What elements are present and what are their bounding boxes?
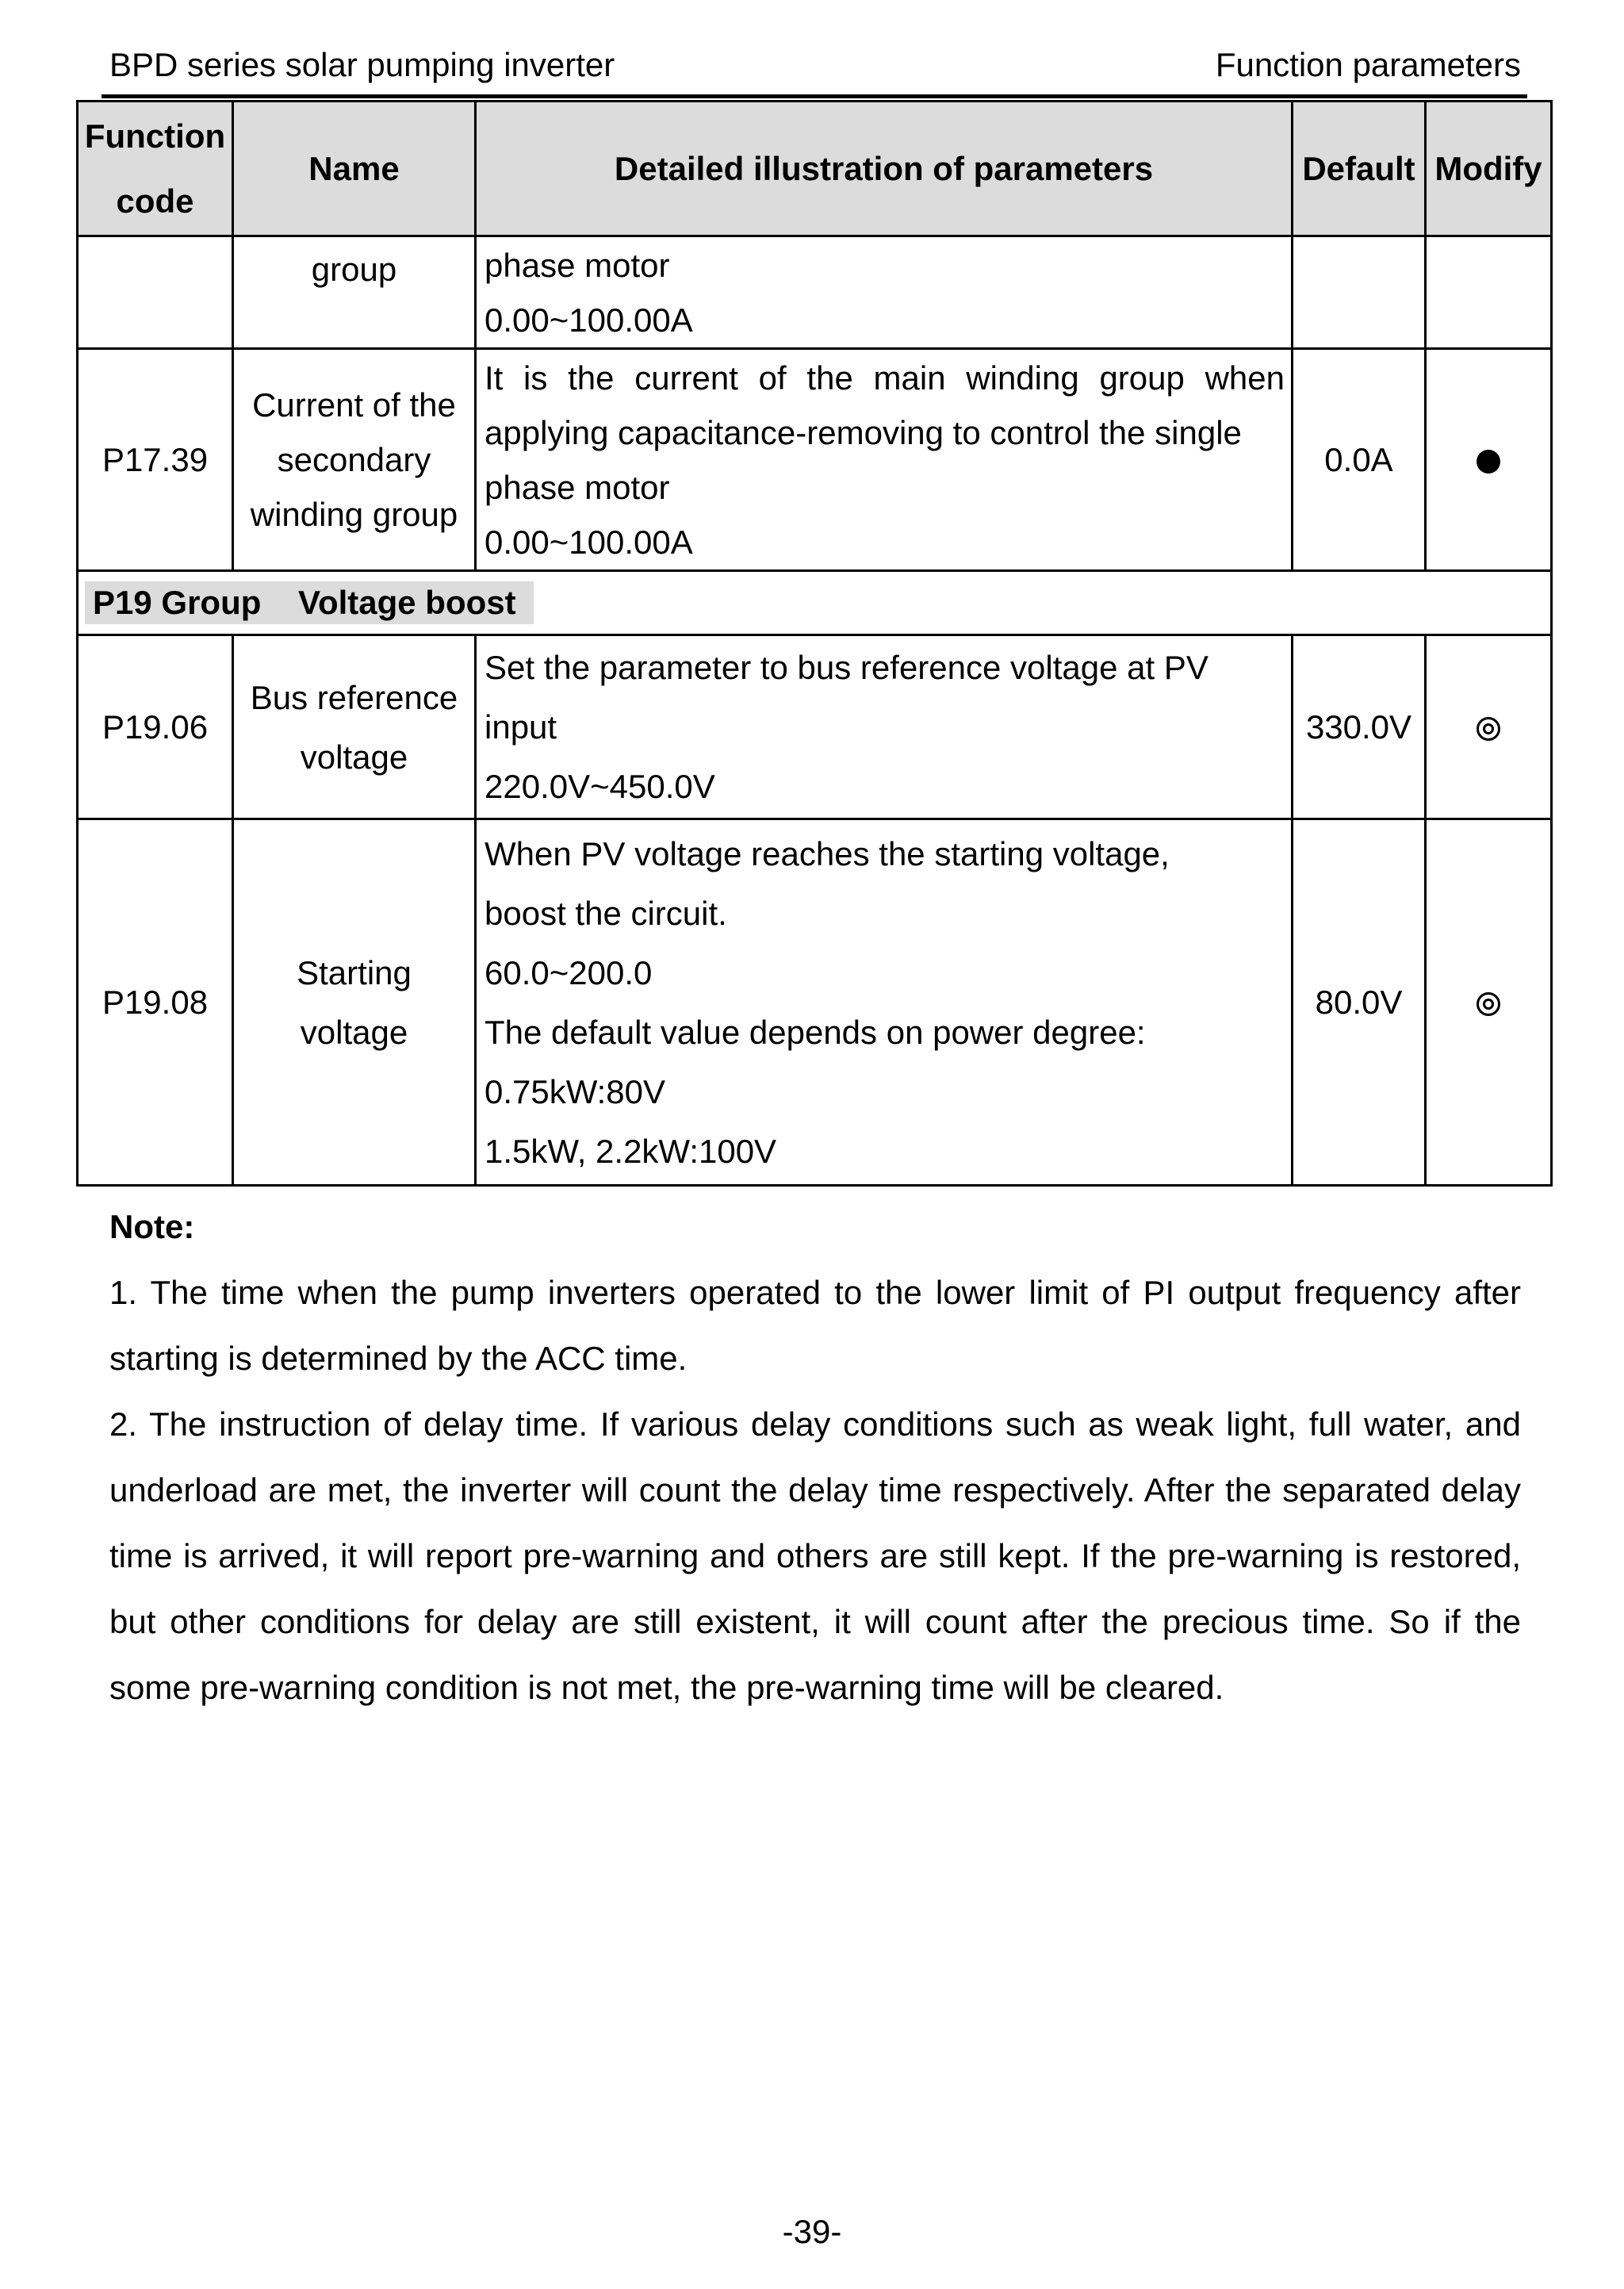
name-cell: group (233, 236, 476, 349)
header-name: Name (233, 102, 476, 236)
detail-cell: It is the current of the main winding group when applying capacitance-removing to control the single phase motor 0.00~100.00A (476, 349, 1293, 571)
modify-cell (1426, 349, 1552, 571)
table-row (78, 819, 1552, 1186)
modify-cell (1426, 236, 1552, 349)
default-cell: 0.0A (1293, 349, 1426, 571)
header-rule (102, 94, 1527, 98)
parameter-table (76, 100, 1553, 1187)
name-cell: Bus reference voltage (233, 635, 476, 819)
header-detail: Detailed illustration of parameters (476, 102, 1293, 236)
table-row (78, 349, 1552, 571)
group-header-row (78, 571, 1552, 635)
page-header (109, 46, 1521, 94)
detail-cell: phase motor 0.00~100.00A (476, 236, 1293, 349)
table-row (78, 236, 1552, 349)
name-cell: Current of the secondary winding group (233, 349, 476, 571)
section-title: Function parameters (1215, 46, 1521, 83)
detail-cell: Set the parameter to bus reference voltage at PV input 220.0V~450.0V (476, 635, 1293, 819)
document-title: BPD series solar pumping inverter (109, 46, 615, 83)
function-code-cell: P19.06 (78, 635, 233, 819)
double-circle-icon (1477, 992, 1500, 1016)
header-function-code: Function code (78, 102, 233, 236)
modify-cell (1426, 819, 1552, 1186)
default-cell: 330.0V (1293, 635, 1426, 819)
header-default: Default (1293, 102, 1426, 236)
page-number: -39- (782, 2213, 842, 2250)
name-cell: Starting voltage (233, 819, 476, 1186)
notes-title: Note: (109, 1208, 195, 1245)
header-modify: Modify (1426, 102, 1552, 236)
function-code-cell: P19.08 (78, 819, 233, 1186)
detail-cell: When PV voltage reaches the starting voltage, boost the circuit. 60.0~200.0 The default value depends on power degree: 0.75kW:80V 1.5kW, 2.2kW:100V (476, 819, 1293, 1186)
table-row (78, 635, 1552, 819)
modify-cell (1426, 635, 1552, 819)
filled-dot-icon (1477, 450, 1500, 474)
default-cell (1293, 236, 1426, 349)
function-code-cell: P17.39 (78, 349, 233, 571)
note-item-1: 1. The time when the pump inverters operated to the lower limit of PI output frequency after starting is determined by the ACC time. (109, 1274, 1521, 1377)
group-label: P19 Group Voltage boost (85, 581, 534, 624)
note-item-2: 2. The instruction of delay time. If various delay conditions such as weak light, full water, and underload are met, the inverter will count the delay time respectively. After the separated delay time is arrived, it will report pre-warning and others are still kept. If the pre-warning is restored, but other conditions for delay are still existent, it will count after the precious time. So if the some pre-warning condition is not met, the pre-warning time will be cleared. (109, 1405, 1521, 1706)
group-header-cell (78, 571, 1552, 635)
notes-section (109, 1194, 1521, 1720)
table-header-row (78, 102, 1552, 236)
double-circle-icon (1477, 717, 1500, 741)
function-code-cell (78, 236, 233, 349)
default-cell: 80.0V (1293, 819, 1426, 1186)
